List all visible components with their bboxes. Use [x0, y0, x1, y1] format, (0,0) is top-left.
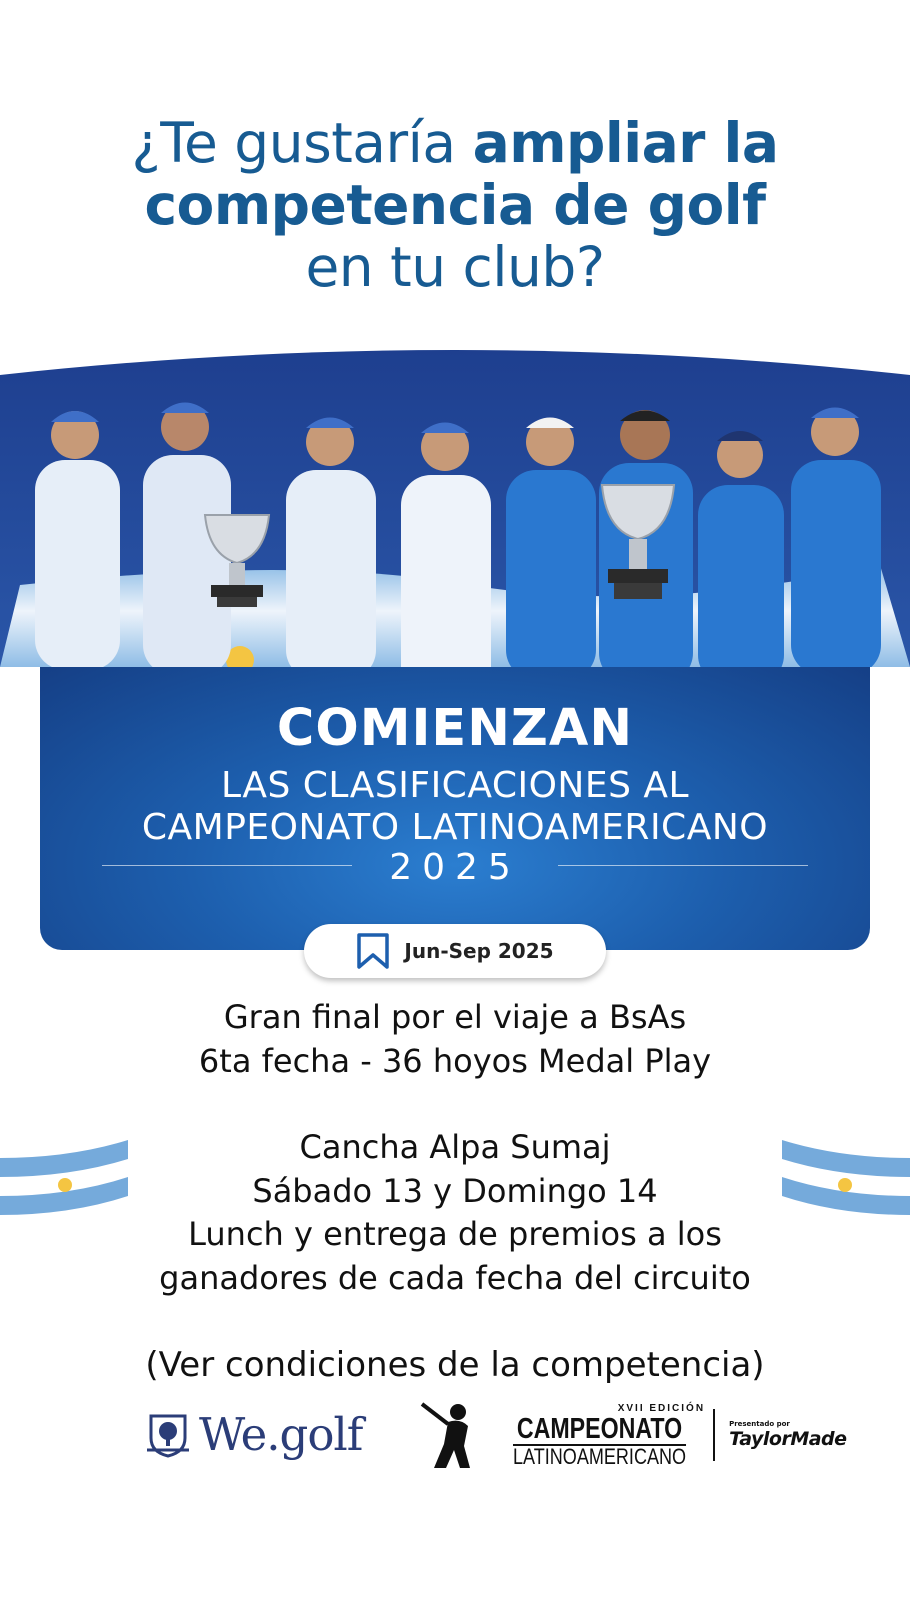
- wegolf-logo: [145, 1408, 362, 1461]
- logo-divider: [713, 1409, 715, 1461]
- wegolf-wordmark: We.golf: [199, 1408, 363, 1461]
- banner-line2: CAMPEONATO LATINOAMERICANO: [141, 807, 769, 848]
- detail-line: Lunch y entrega de premios a los: [188, 1215, 722, 1253]
- edition-label: XVII EDICIÓN: [617, 1402, 706, 1414]
- banner-line1: LAS CLASIFICACIONES AL: [220, 765, 690, 806]
- headline-bold1: ampliar la: [472, 111, 779, 175]
- team-photo: [0, 335, 910, 667]
- latinoamericano-word: LATINOAMERICANO: [512, 1443, 687, 1469]
- campeonato-word: CAMPEONATO: [516, 1412, 683, 1445]
- sponsor-wordmark: TaylorMade: [729, 1428, 847, 1450]
- headline-part1: ¿Te gustaría: [131, 111, 473, 175]
- headline-bold2: competencia de golf: [144, 173, 766, 237]
- detail-line: ganadores de cada fecha del circuito: [159, 1258, 751, 1297]
- headline: [0, 112, 910, 298]
- detail-line: 6ta fecha - 36 hoyos Medal Play: [198, 1041, 712, 1080]
- conditions-link[interactable]: (Ver condiciones de la competencia): [145, 1345, 765, 1385]
- announcement-banner: [40, 667, 870, 950]
- tree-shield-icon: [145, 1412, 191, 1458]
- event-details: [0, 996, 910, 1300]
- headline-part3: en tu club?: [305, 235, 605, 299]
- banner-rule-right: [558, 865, 808, 866]
- detail-line: Gran final por el viaje a BsAs: [223, 998, 687, 1036]
- date-badge-label: Jun-Sep 2025: [404, 939, 554, 963]
- banner-title: COMIENZAN: [276, 699, 634, 758]
- bookmark-icon: [356, 932, 390, 970]
- campeonato-logo: [418, 1400, 847, 1470]
- golfer-silhouette-icon: [418, 1400, 488, 1470]
- banner-year: 2025: [389, 847, 521, 888]
- detail-line: Cancha Alpa Sumaj: [299, 1128, 611, 1166]
- date-badge: [304, 924, 606, 978]
- presented-by-label: Presentado por: [729, 1420, 790, 1428]
- detail-line: Sábado 13 y Domingo 14: [252, 1171, 658, 1210]
